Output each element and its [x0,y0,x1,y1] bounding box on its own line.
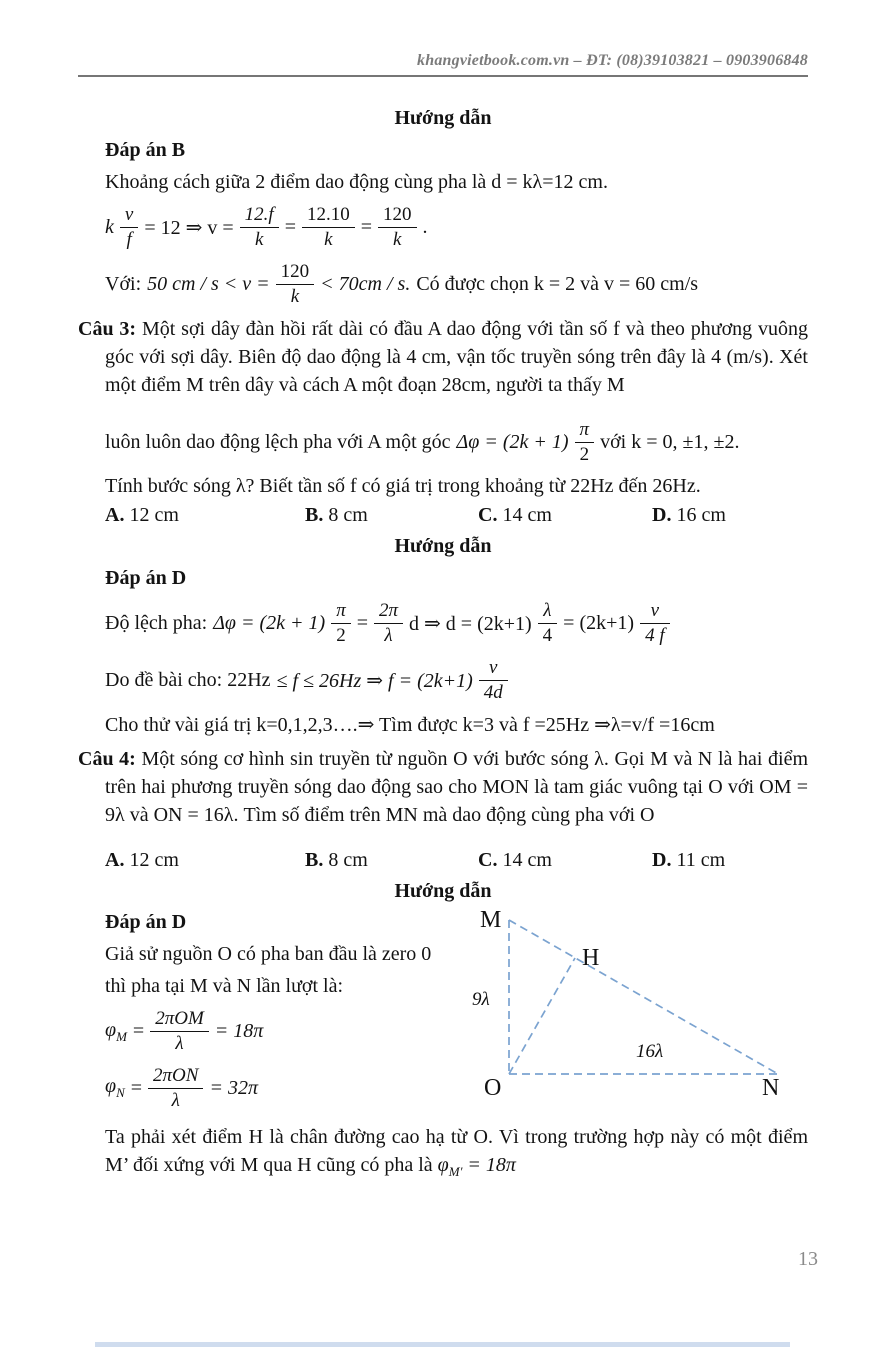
voi-label: Với: [105,272,142,295]
solution-4-columns [78,907,808,1117]
formula-phi-m [105,1008,468,1055]
formula-velocity [105,204,808,251]
fraction-120-k-2: $\frac{120}{k}$ [276,261,315,308]
section-heading-3: Hướng dẫn [394,880,492,903]
triangle-diagram-lines [468,909,808,1117]
question-4 [78,745,808,829]
section-heading-1: Hướng dẫn [394,107,492,129]
fraction-lambda-4: $\frac{\lambda}{4}$ [538,600,558,647]
diagram-label-on: 16λ [636,1041,664,1063]
equals-2k1: = (2k+1) [563,611,635,634]
diagram-label-om: 9λ [472,989,490,1011]
answer-label-d1: Đáp án D [105,567,187,590]
page-number: 13 [798,1248,818,1270]
equals-sign: = [132,1020,145,1043]
diagram-label-h: H [582,945,600,972]
fraction-v-4f: v 4 f [640,600,670,647]
fraction-v-f: $\frac{v}{f}$ [120,204,138,251]
equals-sign: = [360,215,372,238]
phi-m-prime-result: = 18π [467,1154,516,1177]
solution-4-text-column [78,907,468,1117]
bottom-blue-bar [95,1342,790,1347]
phase-diff-math: Δφ = (2k + 1) [213,611,326,634]
period: . [422,215,428,238]
question-4-body: Một sóng cơ hình sin truyền từ nguồn O với bước sóng λ. Gọi M và N là hai điểm trên hai phương truyền sóng dao động sao cho MON là tam giác vuông tại O với OM = 9λ và ON = 16λ. Tìm số điểm trên MN mà dao động cùng pha với O [105,748,809,827]
conclusion-text: Có được chọn k = 2 và v = 60 cm/s [416,272,699,295]
phase-pre-text: luôn luôn dao động lệch pha với A một góc [105,431,451,454]
answer-label-d2: Đáp án D [105,911,187,934]
fraction-1210-k: $\frac{12.10}{k}$ [302,204,355,251]
answer-label-b: Đáp án B [105,139,186,161]
equals-sign: = [130,1076,143,1099]
phi-m-symbol: $\varphi_M$ [105,1018,127,1044]
diagram-label-m: M [480,907,502,934]
phase-post-text: với k = 0, ±1, ±2. [600,431,740,454]
option-d: D. 11 cm [652,849,726,872]
phi-n-result: = 32π [209,1076,258,1099]
fraction-2piom-lambda: 2πOM λ [150,1008,209,1055]
phi-m-result: = 18π [214,1020,264,1043]
fraction-pi-2b: $\frac{\pi}{2}$ [331,600,351,647]
formula-range [105,261,808,308]
question-3-phase-line [105,419,808,466]
solution-4-diagram-column [468,907,808,1117]
formula-frequency-range [105,657,808,704]
math-mid: = 12 ⇒ v = [144,216,234,239]
diagram-label-n: N [762,1075,780,1102]
option-a: A. 12 cm [105,504,179,527]
option-c: C. 14 cm [478,504,552,527]
fraction-2pi-lambda: $\frac{2\pi}{\lambda}$ [374,600,403,647]
equals-sign: = [356,611,368,634]
phase-math: Δφ = (2k + 1) [456,431,569,454]
final-text: Ta phải xét điểm H là chân đường cao hạ từ O. Vì trong trường hợp này có một điểm M’ đối xứng với M qua H cũng có pha là [105,1126,808,1177]
fraction-v-4d: v 4d [479,657,508,704]
question-3-tail: Tính bước sóng λ? Biết tần số f có giá trị trong khoảng từ 22Hz đến 26Hz. [105,475,701,498]
question-3-label: Câu 3: [78,318,137,341]
fraction-12f-k: $\frac{12.f}{k}$ [240,204,279,251]
de-bai-label: Do đề bài cho: 22Hz [105,668,271,691]
solution-4-line1: Giả sử nguồn O có pha ban đầu là zero 0 [105,943,432,966]
math-range-left: 50 cm / s < v = [147,272,270,295]
equals-sign: = [284,215,296,238]
formula-phase-diff [105,600,808,647]
fraction-pi-2: π 2 [575,419,595,466]
question-4-label: Câu 4: [78,748,136,771]
option-c: C. 14 cm [478,849,552,872]
question-3-options [105,504,808,527]
diagram-label-o: O [484,1075,502,1102]
final-paragraph [105,1123,808,1181]
fraction-2pion-lambda: 2πON λ [148,1065,203,1112]
solution-4-line2: thì pha tại M và N lần lượt là: [105,975,344,998]
triangle-diagram [468,909,808,1117]
option-b: B. 8 cm [305,849,368,872]
d-implies: d ⇒ d = (2k+1) [409,612,532,635]
phi-m-prime-symbol: $\varphi_{M'}$ [437,1154,463,1180]
page-header-text: khangvietbook.com.vn – ĐT: (08)39103821 – 0903906848 [417,52,808,69]
do-lech-pha-label: Độ lệch pha: [105,611,208,634]
header-rule [78,75,808,77]
trial-values-line: Cho thử vài giá trị k=0,1,2,3….⇒ Tìm được k=3 và f =25Hz ⇒λ=v/f =16cm [105,714,715,737]
option-a: A. 12 cm [105,849,179,872]
question-3 [78,315,808,399]
phi-n-symbol: $\varphi_N$ [105,1075,125,1101]
freq-math: ≤ f ≤ 26Hz ⇒ f = (2k+1) [276,669,473,692]
question-4-options [105,849,808,872]
option-b: B. 8 cm [305,504,368,527]
math-var-k: k [105,215,114,238]
question-3-body: Một sợi dây đàn hồi rất dài có đầu A dao động với tần số f và theo phương vuông góc với sợi dây. Biên độ dao động là 4 cm, vận tốc truyền sóng trên đây là 4 (m/s). Xét một điểm M trên dây và cách A một đoạn 28cm, người ta thấy M [105,318,809,397]
math-range-right: < 70cm / s. [320,272,411,295]
solution-intro: Khoảng cách giữa 2 điểm dao động cùng pha là d = kλ=12 cm. [105,171,608,193]
option-d: D. 16 cm [652,504,726,527]
fraction-120-k: $\frac{120}{k}$ [378,204,417,251]
section-heading-2: Hướng dẫn [394,535,492,558]
formula-phi-n [105,1065,468,1112]
